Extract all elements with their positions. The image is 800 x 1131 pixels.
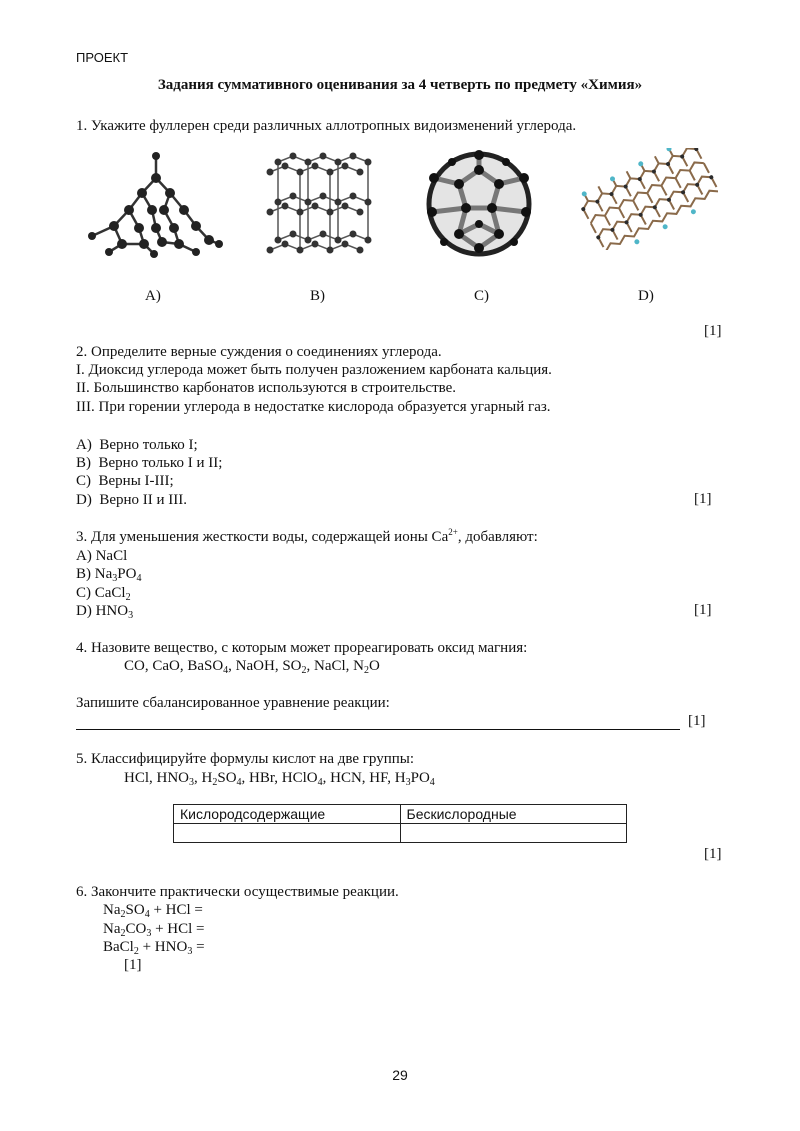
answer-cell-oxygen-containing[interactable] xyxy=(174,824,401,843)
q5-acids: HCl, $HNO_3$, $H_2SO_4$, HBr, HClO$_4$, HCN, HF, $H_3PO_4$ xyxy=(124,770,435,788)
q1-mark: [1] xyxy=(704,323,722,339)
diamond-lattice-image xyxy=(84,148,224,258)
q3-text: 3. Для уменьшения жесткости воды, содержащей ионы $Ca^{2+}$, добавляют: xyxy=(76,527,538,545)
q4-instruction: Запишите сбалансированное уравнение реакции: xyxy=(76,695,390,711)
q2-statement: I. Диоксид углерода может быть получен разложением карбоната кальция. xyxy=(76,362,552,378)
q4-answer-line[interactable] xyxy=(76,729,680,730)
q2-statement: III. При горении углерода в недостатке кислорода образуется угарный газ. xyxy=(76,399,551,415)
q5-mark: [1] xyxy=(704,846,722,862)
q4-text: 4. Назовите вещество, с которым может прореагировать оксид магния: xyxy=(76,640,528,656)
acid-classification-table xyxy=(173,804,627,843)
table-header-row xyxy=(174,805,627,824)
q1-option-c-label: C) xyxy=(474,288,489,304)
q2-text: 2. Определите верные суждения о соединениях углерода. xyxy=(76,344,442,360)
q3-option-c: C) CaCl$_2$ xyxy=(76,585,131,603)
q1-text: 1. Укажите фуллерен среди различных аллотропных видоизменений углерода. xyxy=(76,118,577,134)
q5-text: 5. Классифицируйте формулы кислот на две группы: xyxy=(76,751,415,767)
q3-option-d: D) $HNO_3$ xyxy=(76,603,134,621)
q4-substances: CO, CaO, BaSO$_4$, NaOH, $SO_2$, NaCl, $N_2O$ xyxy=(124,658,380,676)
q1-option-b-label: B) xyxy=(310,288,325,304)
header-oxygen-containing: Кислородсодержащие xyxy=(174,805,401,824)
q2-mark: [1] xyxy=(694,491,712,507)
q6-text: 6. Закончите практически осуществимые реакции. xyxy=(76,884,399,900)
table-answer-row[interactable] xyxy=(174,824,627,843)
q2-option-d: D) Верно II и III. xyxy=(76,492,188,508)
q2-option-c: C) Верны I-III; xyxy=(76,473,174,489)
page-number: 29 xyxy=(392,1067,408,1083)
q4-mark: [1] xyxy=(688,713,706,729)
q2-option-b: B) Верно только I и II; xyxy=(76,455,223,471)
q6-mark: [1] xyxy=(124,957,142,973)
q6-reaction: BaCl$_2$ + $HNO_3$ = xyxy=(103,939,205,957)
q2-option-a: A) Верно только I; xyxy=(76,437,198,453)
q3-option-a: A) NaCl xyxy=(76,548,128,564)
q6-reaction: $Na_2SO_4$ + HCl = xyxy=(103,902,203,920)
page-title: Задания суммативного оценивания за 4 четверть по предмету «Химия» xyxy=(157,77,643,93)
project-label: ПРОЕКТ xyxy=(76,50,129,65)
graphene-image xyxy=(576,148,718,250)
q1-option-a-label: A) xyxy=(145,288,161,304)
fullerene-image xyxy=(424,150,534,258)
q3-mark: [1] xyxy=(694,602,712,618)
graphite-lattice-image xyxy=(258,150,378,258)
q1-option-d-label: D) xyxy=(638,288,654,304)
ion-charge: 2+ xyxy=(448,527,458,537)
q2-statement: II. Большинство карбонатов используются в строительстве. xyxy=(76,380,457,396)
q6-reaction: $Na_2CO_3$ + HCl = xyxy=(103,921,205,939)
header-oxygen-free: Бескислородные xyxy=(400,805,627,824)
q3-option-b: B) $Na_3PO_4$ xyxy=(76,566,142,584)
answer-cell-oxygen-free[interactable] xyxy=(400,824,627,843)
